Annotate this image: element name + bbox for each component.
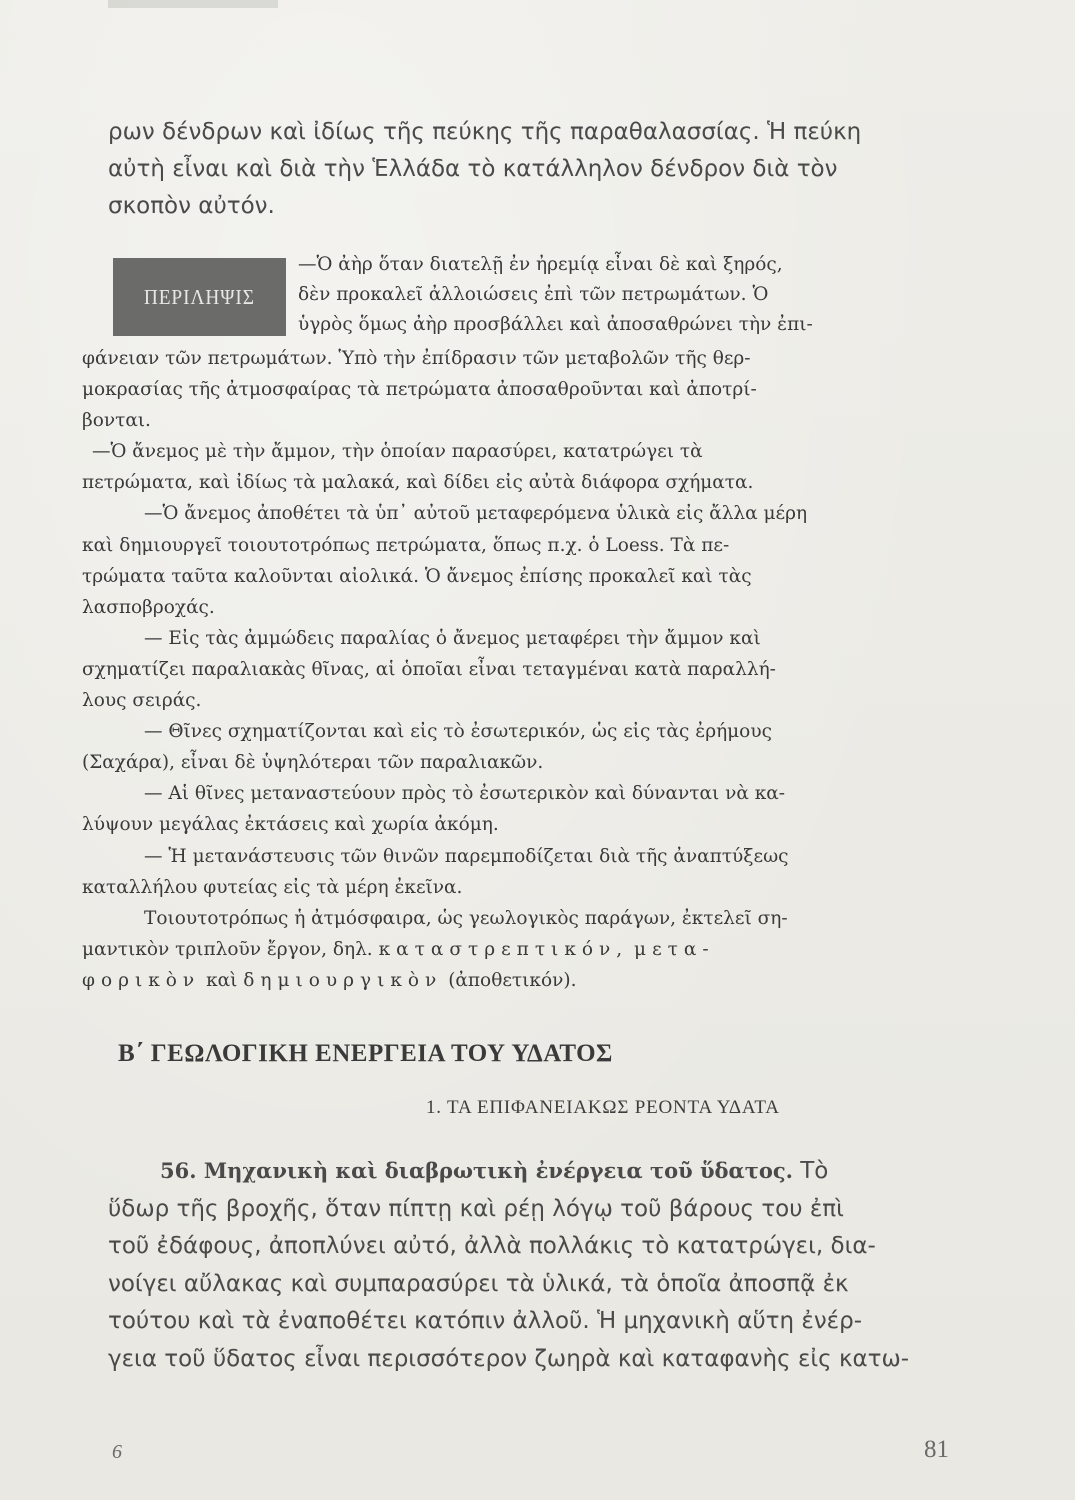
summary-line: (Σαχάρα), εἶναι δὲ ὑψηλότεραι τῶν παραλιακῶν.	[82, 752, 544, 774]
intro-paragraph	[108, 114, 968, 225]
paragraph-56	[108, 1152, 978, 1378]
intro-line: ρων δένδρων καὶ ἰδίως τῆς πεύκης τῆς παραθαλασσίας. Ἡ πεύκη	[108, 119, 862, 145]
summary-line: λύψουν μεγάλας ἐκτάσεις καὶ χωρία ἀκόμη.	[82, 814, 499, 836]
summary-text-run: (ἀποθετικόν).	[448, 969, 577, 991]
summary-line: τρώματα ταῦτα καλοῦνται αἰολικά. Ὁ ἄνεμος ἐπίσης προκαλεῖ καὶ τὰς	[82, 565, 752, 587]
summary-line: — Εἰς τὰς ἀμμώδεις παραλίας ὁ ἄνεμος μεταφέρει τὴν ἄμμον καὶ	[144, 627, 761, 649]
summary-line: λους σειράς.	[82, 690, 202, 712]
summary-line: μοκρασίας τῆς ἀτμοσφαίρας τὰ πετρώματα ἀποσαθροῦνται καὶ ἀποτρί-	[82, 379, 757, 401]
paragraph-line: τούτου καὶ τὰ ἐναποθέτει κατόπιν ἀλλοῦ. Ἡ μηχανικὴ αὕτη ἐνέρ-	[108, 1308, 863, 1334]
paragraph-line: τοῦ ἐδάφους, ἀποπλύνει αὐτό, ἀλλὰ πολλάκις τὸ κατατρώγει, δια-	[108, 1233, 876, 1259]
paragraph-line: νοίγει αὔλακας καὶ συμπαρασύρει τὰ ὑλικά, τὰ ὁποῖα ἀποσπᾷ ἐκ	[108, 1270, 849, 1297]
summary-line: ὑγρὸς ὅμως ἀὴρ προσβάλλει καὶ ἀποσαθρώνει τὴν ἐπι-	[298, 314, 813, 335]
emphasized-word: καταστρεπτικόν,	[378, 938, 629, 960]
paragraph-line: ὕδωρ τῆς βροχῆς, ὅταν πίπτῃ καὶ ρέῃ λόγῳ τοῦ βάρους του ἐπὶ	[108, 1195, 844, 1222]
emphasized-word: δημιουργικὸν	[243, 969, 443, 991]
summary-line: φάνειαν τῶν πετρωμάτων. Ὑπὸ τὴν ἐπίδρασιν τῶν μεταβολῶν τῆς θερ-	[82, 348, 751, 369]
summary-intro-lines	[298, 250, 938, 340]
paragraph-number: 56.	[160, 1158, 197, 1183]
paragraph-text-run: Τὸ	[800, 1158, 829, 1184]
paragraph-line	[108, 1152, 978, 1191]
summary-line	[82, 965, 952, 996]
summary-line: βονται.	[82, 410, 151, 432]
summary-line: πετρώματα, καὶ ἰδίως τὰ μαλακά, καὶ δίδει εἰς αὐτὰ διάφορα σχήματα.	[82, 472, 754, 494]
summary-line: δὲν προκαλεῖ ἀλλοιώσεις ἐπὶ τῶν πετρωμάτων. Ὁ	[298, 284, 769, 305]
section-subheading: 1. ΤΑ ΕΠΙΦΑΝΕΙΑΚΩΣ ΡΕΟΝΤΑ ΥΔΑΤΑ	[426, 1097, 780, 1118]
summary-body	[82, 343, 952, 996]
emphasized-word: φορικὸν	[82, 969, 201, 991]
summary-line: σχηματίζει παραλιακὰς θῖνας, αἱ ὁποῖαι εἶναι τεταγμέναι κατὰ παραλλή-	[82, 658, 776, 680]
paragraph-line: γεια τοῦ ὕδατος εἶναι περισσότερον ζωηρὰ καὶ καταφανὴς εἰς κατω-	[108, 1345, 910, 1372]
summary-text-run: καὶ	[206, 969, 238, 991]
summary-text-run: μαντικὸν τριπλοῦν ἔργον, δηλ.	[82, 938, 373, 960]
emphasized-word: μετα-	[634, 938, 715, 960]
summary-line: —Ὁ ἀὴρ ὅταν διατελῇ ἐν ἠρεμίᾳ εἶναι δὲ καὶ ξηρός,	[298, 254, 783, 275]
summary-line: — Αἱ θῖνες μεταναστεύουν πρὸς τὸ ἐσωτερικὸν καὶ δύνανται νὰ κα-	[144, 783, 786, 805]
summary-line: καὶ δημιουργεῖ τοιουτοτρόπως πετρώματα, ὅπως π.χ. ὁ Loess. Τὰ πε-	[82, 534, 730, 556]
signature-mark: 6	[112, 1441, 122, 1463]
intro-line: σκοπὸν αὐτόν.	[108, 193, 275, 219]
summary-line: — Θῖνες σχηματίζονται καὶ εἰς τὸ ἐσωτερικόν, ὡς εἰς τὰς ἐρήμους	[144, 721, 772, 743]
page-number: 81	[924, 1436, 949, 1463]
summary-line: λασποβροχάς.	[82, 596, 215, 618]
scan-artifact	[108, 0, 278, 8]
summary-label-box	[113, 258, 286, 336]
summary-line: —Ὁ ἄνεμος ἀποθέτει τὰ ὑπ᾽ αὐτοῦ μεταφερόμενα ὑλικὰ εἰς ἄλλα μέρη	[144, 503, 808, 525]
section-heading: Β΄ ΓΕΩΛΟΓΙΚΗ ΕΝΕΡΓΕΙΑ ΤΟΥ ΥΔΑΤΟΣ	[118, 1040, 613, 1067]
summary-label: ΠΕΡΙΛΗΨΙΣ	[143, 284, 256, 309]
summary-line: καταλλήλου φυτείας εἰς τὰ μέρη ἐκεῖνα.	[82, 876, 463, 898]
summary-line: Τοιουτοτρόπως ἡ ἀτμόσφαιρα, ὡς γεωλογικὸς παράγων, ἐκτελεῖ ση-	[144, 907, 788, 929]
summary-line: —Ὁ ἄνεμος μὲ τὴν ἄμμον, τὴν ὁποίαν παρασύρει, κατατρώγει τὰ	[92, 441, 703, 463]
paragraph-title: Μηχανικὴ καὶ διαβρωτικὴ ἐνέργεια τοῦ ὕδατος.	[203, 1158, 793, 1183]
summary-line: — Ἡ μετανάστευσις τῶν θινῶν παρεμποδίζεται διὰ τῆς ἀναπτύξεως	[144, 845, 789, 867]
intro-line: αὐτὴ εἶναι καὶ διὰ τὴν Ἑλλάδα τὸ κατάλληλον δένδρον διὰ τὸν	[108, 156, 838, 182]
summary-line	[82, 934, 952, 965]
